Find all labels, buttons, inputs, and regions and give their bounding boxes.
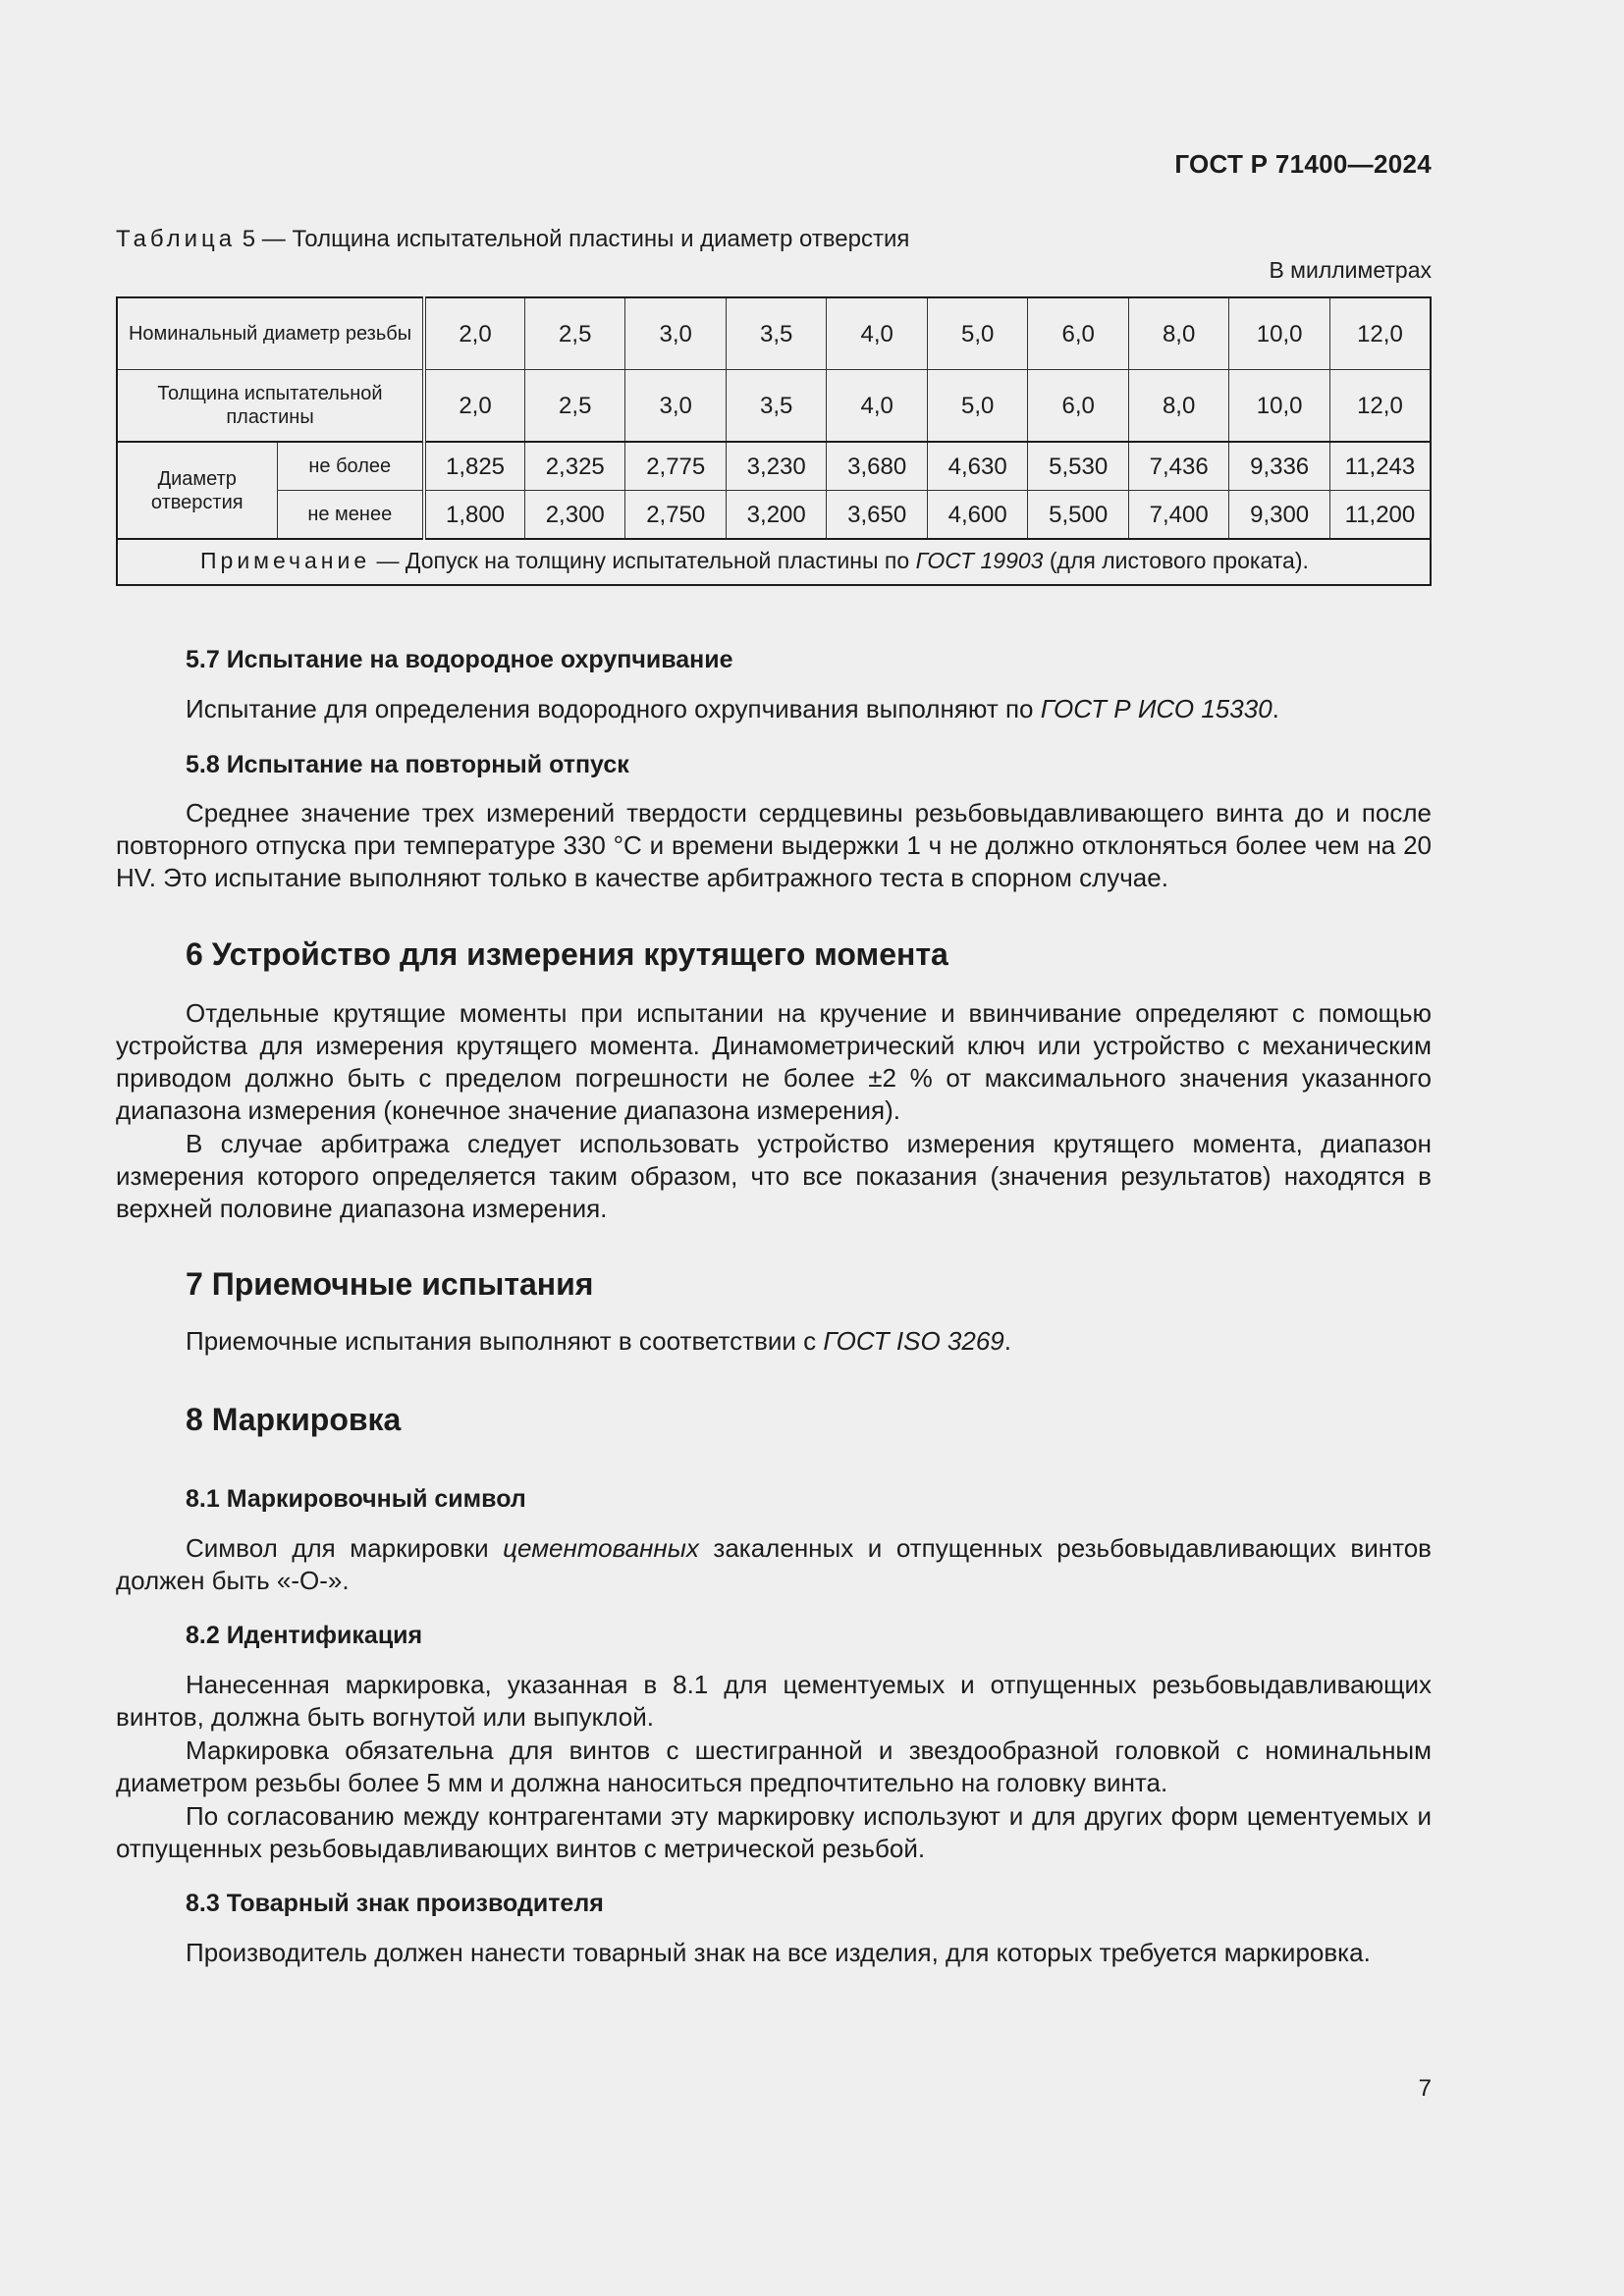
table-note: [117, 539, 1431, 585]
nominal-cell: 2,0: [424, 297, 524, 370]
thickness-cell: 2,5: [525, 370, 625, 443]
table-caption: [116, 226, 909, 253]
s81-text-b: закаленных и отпущенных резьбовыдавливающих винтов должен быть «-О-».: [116, 1533, 1432, 1595]
hole-max-cell: 5,530: [1028, 442, 1128, 491]
section-5-7-text: [116, 693, 1432, 725]
s57-ref: ГОСТ Р ИСО 15330: [1040, 694, 1272, 723]
hole-max-cell: 1,825: [424, 442, 524, 491]
section-8-2-p1: Нанесенная маркировка, указанная в 8.1 для цементуемых и отпущенных резьбовыдавливающих винтов, должна быть вогнутой или выпуклой.: [116, 1670, 1432, 1732]
hole-max-cell: 2,775: [625, 442, 726, 491]
s57-text-a: Испытание для определения водородного охрупчивания выполняют по: [186, 694, 1041, 723]
section-5-8-title: 5.8 Испытание на повторный отпуск: [186, 751, 629, 778]
section-7-title: 7 Приемочные испытания: [186, 1266, 594, 1302]
label-nominal-diameter: Номинальный диаметр резьбы: [117, 297, 424, 370]
table-row-hole-min: [117, 491, 1431, 540]
thickness-cell: 4,0: [827, 370, 927, 443]
section-8-2-p3: По согласованию между контрагентами эту маркировку используют и для других форм цементуемых и отпущенных резьбовыдавливающих винтов с метрической резьбой.: [116, 1801, 1432, 1863]
note-ref: ГОСТ 19903: [915, 548, 1044, 573]
hole-min-cell: 5,500: [1028, 491, 1128, 540]
label-plate-thickness: Толщина испытательной пластины: [117, 370, 424, 443]
note-word: Примечание: [200, 548, 371, 573]
table-units: В миллиметрах: [1269, 257, 1432, 283]
section-8-2-title: 8.2 Идентификация: [186, 1622, 423, 1649]
nominal-cell: 5,0: [927, 297, 1027, 370]
thickness-cell: 8,0: [1128, 370, 1228, 443]
hole-max-cell: 3,680: [827, 442, 927, 491]
table-caption-text: 5 — Толщина испытательной пластины и диаметр отверстия: [242, 226, 910, 252]
label-hole-diameter: Диаметр отверстия: [117, 442, 277, 539]
section-7-text: [116, 1325, 1432, 1358]
nominal-cell: 4,0: [827, 297, 927, 370]
page-number: 7: [1418, 2075, 1432, 2102]
section-6-p2: В случае арбитража следует использовать устройство измерения крутящего момента, диапазон измерения которого определяется таким образом, что все показания (значения результатов) находятся в верхней половине диапазона измерения.: [116, 1129, 1432, 1223]
section-8-3-title: 8.3 Товарный знак производителя: [186, 1890, 604, 1917]
hole-min-cell: 1,800: [424, 491, 524, 540]
hole-min-cell: 4,600: [927, 491, 1027, 540]
label-min: не менее: [277, 491, 424, 540]
s7-text-b: .: [1003, 1326, 1011, 1356]
table-row-nominal: [117, 297, 1431, 370]
nominal-cell: 3,0: [625, 297, 726, 370]
section-5-7-title: 5.7 Испытание на водородное охрупчивание: [186, 646, 733, 673]
s7-ref: ГОСТ ISO 3269: [823, 1326, 1004, 1356]
hole-min-cell: 11,200: [1329, 491, 1431, 540]
hole-min-cell: 2,750: [625, 491, 726, 540]
thickness-cell: 10,0: [1229, 370, 1329, 443]
s81-emphasis: цементованных: [503, 1533, 699, 1563]
hole-min-cell: 7,400: [1128, 491, 1228, 540]
nominal-cell: 3,5: [726, 297, 826, 370]
hole-min-cell: 3,200: [726, 491, 826, 540]
section-8-title: 8 Маркировка: [186, 1402, 402, 1437]
nominal-cell: 12,0: [1329, 297, 1431, 370]
hole-min-cell: 9,300: [1229, 491, 1329, 540]
section-8-1-title: 8.1 Маркировочный символ: [186, 1485, 526, 1513]
table-thickness-hole: [116, 296, 1432, 586]
section-6-title: 6 Устройство для измерения крутящего момента: [186, 936, 948, 972]
section-5-8-text: Среднее значение трех измерений твердости сердцевины резьбовыдавливающего винта до и после повторного отпуска при температуре 330 °С и времени выдержки 1 ч не должно отклоняться более чем на 20 HV. Это испытание выполняют только в качестве арбитражного теста в спорном случае.: [116, 798, 1432, 892]
document-page: [116, 0, 1432, 2296]
hole-max-cell: 7,436: [1128, 442, 1228, 491]
hole-min-cell: 2,300: [525, 491, 625, 540]
nominal-cell: 6,0: [1028, 297, 1128, 370]
section-8-3-text: Производитель должен нанести товарный знак на все изделия, для которых требуется маркировка.: [186, 1938, 1371, 1967]
hole-max-cell: 4,630: [927, 442, 1027, 491]
section-8-2-p2: Маркировка обязательна для винтов с шестигранной и звездообразной головкой с номинальным диаметром резьбы более 5 мм и должна наноситься предпочтительно на головку винта.: [116, 1735, 1432, 1797]
label-max: не более: [277, 442, 424, 491]
table-row-thickness: [117, 370, 1431, 443]
hole-max-cell: 11,243: [1329, 442, 1431, 491]
s57-text-b: .: [1272, 694, 1279, 723]
thickness-cell: 2,0: [424, 370, 524, 443]
hole-min-cell: 3,650: [827, 491, 927, 540]
table-caption-word: Таблица: [116, 226, 237, 252]
nominal-cell: 10,0: [1229, 297, 1329, 370]
thickness-cell: 3,0: [625, 370, 726, 443]
hole-max-cell: 2,325: [525, 442, 625, 491]
table-row-note: [117, 539, 1431, 585]
thickness-cell: 12,0: [1329, 370, 1431, 443]
note-text-a: — Допуск на толщину испытательной пластины по: [370, 548, 916, 573]
nominal-cell: 8,0: [1128, 297, 1228, 370]
thickness-cell: 5,0: [927, 370, 1027, 443]
note-text-b: (для листового проката).: [1043, 548, 1309, 573]
hole-max-cell: 3,230: [726, 442, 826, 491]
nominal-cell: 2,5: [525, 297, 625, 370]
document-code: ГОСТ Р 71400—2024: [1174, 149, 1432, 179]
thickness-cell: 6,0: [1028, 370, 1128, 443]
table-row-hole-max: [117, 442, 1431, 491]
s81-text-a: Символ для маркировки: [186, 1533, 504, 1563]
thickness-cell: 3,5: [726, 370, 826, 443]
section-8-1-text: [116, 1532, 1432, 1597]
hole-max-cell: 9,336: [1229, 442, 1329, 491]
s7-text-a: Приемочные испытания выполняют в соответствии с: [186, 1326, 824, 1356]
section-6-p1: Отдельные крутящие моменты при испытании на кручение и ввинчивание определяют с помощью устройства для измерения крутящего момента. Динамометрический ключ или устройство с механическим приводом должно быть с пределом погрешности не более ±2 % от максимального значения указанного диапазона измерения (конечное значение диапазона измерения).: [116, 998, 1432, 1125]
